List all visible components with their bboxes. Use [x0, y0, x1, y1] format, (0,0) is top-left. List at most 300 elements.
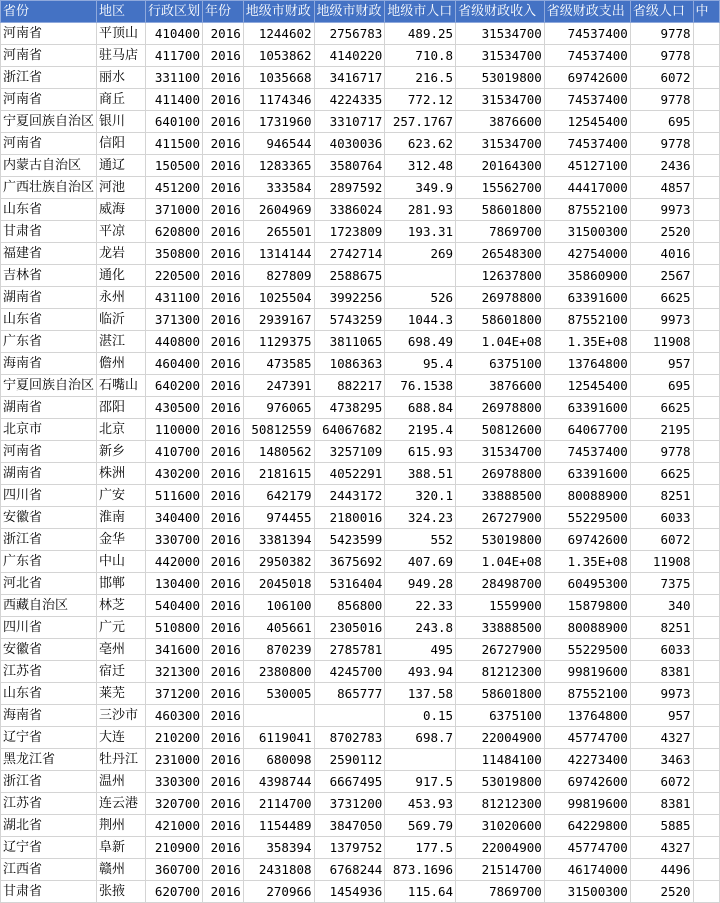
table-cell[interactable]: 5885 [630, 815, 693, 837]
table-cell[interactable]: 4398744 [243, 771, 314, 793]
table-cell[interactable]: 2016 [202, 45, 243, 67]
table-cell[interactable]: 58601800 [456, 199, 545, 221]
table-cell[interactable]: 大连 [97, 727, 146, 749]
table-cell[interactable]: 2016 [202, 353, 243, 375]
table-cell[interactable]: 74537400 [544, 441, 630, 463]
table-cell[interactable]: 3876600 [456, 375, 545, 397]
table-cell[interactable]: 信阳 [97, 133, 146, 155]
table-cell[interactable]: 8381 [630, 661, 693, 683]
table-cell[interactable]: 2016 [202, 727, 243, 749]
column-header[interactable]: 行政区划 [145, 1, 202, 23]
table-cell[interactable]: 460400 [145, 353, 202, 375]
table-cell[interactable]: 110000 [145, 419, 202, 441]
table-cell[interactable]: 31534700 [456, 45, 545, 67]
table-cell[interactable]: 广东省 [1, 551, 97, 573]
table-cell[interactable]: 26727900 [456, 507, 545, 529]
table-cell[interactable]: 赣州 [97, 859, 146, 881]
column-header[interactable]: 地区 [97, 1, 146, 23]
table-cell[interactable]: 2939167 [243, 309, 314, 331]
table-cell[interactable] [693, 859, 719, 881]
table-cell[interactable]: 北京 [97, 419, 146, 441]
table-cell[interactable]: 321300 [145, 661, 202, 683]
column-header[interactable]: 地级市财政 [243, 1, 314, 23]
table-cell[interactable]: 22004900 [456, 727, 545, 749]
table-cell[interactable]: 2016 [202, 221, 243, 243]
table-cell[interactable] [693, 111, 719, 133]
table-cell[interactable]: 通化 [97, 265, 146, 287]
table-cell[interactable]: 81212300 [456, 793, 545, 815]
table-cell[interactable]: 510800 [145, 617, 202, 639]
table-cell[interactable]: 63391600 [544, 397, 630, 419]
table-cell[interactable]: 株洲 [97, 463, 146, 485]
table-cell[interactable]: 4327 [630, 727, 693, 749]
table-cell[interactable] [693, 727, 719, 749]
table-cell[interactable]: 9778 [630, 133, 693, 155]
table-cell[interactable]: 2742714 [314, 243, 385, 265]
column-header[interactable]: 省级人口 [630, 1, 693, 23]
table-cell[interactable]: 山东省 [1, 199, 97, 221]
table-cell[interactable]: 5743259 [314, 309, 385, 331]
table-cell[interactable]: 4327 [630, 837, 693, 859]
column-header[interactable]: 省级财政支出 [544, 1, 630, 23]
table-cell[interactable] [693, 485, 719, 507]
table-cell[interactable]: 552 [385, 529, 456, 551]
table-cell[interactable] [693, 551, 719, 573]
table-cell[interactable]: 63391600 [544, 287, 630, 309]
table-cell[interactable]: 12545400 [544, 111, 630, 133]
table-cell[interactable]: 530005 [243, 683, 314, 705]
table-cell[interactable]: 53019800 [456, 771, 545, 793]
table-cell[interactable]: 广东省 [1, 331, 97, 353]
table-cell[interactable]: 26978800 [456, 287, 545, 309]
table-cell[interactable]: 6375100 [456, 705, 545, 727]
table-cell[interactable]: 4738295 [314, 397, 385, 419]
table-cell[interactable]: 13764800 [544, 705, 630, 727]
table-cell[interactable]: 946544 [243, 133, 314, 155]
table-cell[interactable]: 50812600 [456, 419, 545, 441]
table-cell[interactable]: 温州 [97, 771, 146, 793]
table-cell[interactable]: 湖南省 [1, 463, 97, 485]
table-cell[interactable]: 349.9 [385, 177, 456, 199]
table-cell[interactable]: 3992256 [314, 287, 385, 309]
table-cell[interactable] [693, 23, 719, 45]
table-cell[interactable]: 2016 [202, 507, 243, 529]
table-cell[interactable]: 31534700 [456, 89, 545, 111]
table-cell[interactable]: 2016 [202, 243, 243, 265]
table-cell[interactable]: 浙江省 [1, 771, 97, 793]
table-cell[interactable]: 69742600 [544, 771, 630, 793]
table-cell[interactable]: 临沂 [97, 309, 146, 331]
table-cell[interactable]: 辽宁省 [1, 837, 97, 859]
table-cell[interactable]: 87552100 [544, 683, 630, 705]
table-cell[interactable]: 4140220 [314, 45, 385, 67]
table-cell[interactable]: 2436 [630, 155, 693, 177]
table-cell[interactable]: 3416717 [314, 67, 385, 89]
table-cell[interactable]: 河池 [97, 177, 146, 199]
table-cell[interactable]: 772.12 [385, 89, 456, 111]
table-cell[interactable]: 330300 [145, 771, 202, 793]
column-header[interactable]: 省份 [1, 1, 97, 23]
table-cell[interactable]: 460300 [145, 705, 202, 727]
table-cell[interactable]: 2016 [202, 815, 243, 837]
table-cell[interactable]: 620800 [145, 221, 202, 243]
table-cell[interactable]: 489.25 [385, 23, 456, 45]
table-cell[interactable]: 3731200 [314, 793, 385, 815]
table-cell[interactable]: 2016 [202, 749, 243, 771]
table-cell[interactable]: 341600 [145, 639, 202, 661]
table-cell[interactable]: 55229500 [544, 639, 630, 661]
table-cell[interactable]: 130400 [145, 573, 202, 595]
table-cell[interactable]: 22004900 [456, 837, 545, 859]
table-cell[interactable]: 2181615 [243, 463, 314, 485]
table-cell[interactable]: 湛江 [97, 331, 146, 353]
table-cell[interactable] [693, 177, 719, 199]
table-cell[interactable]: 26548300 [456, 243, 545, 265]
table-cell[interactable]: 42754000 [544, 243, 630, 265]
table-cell[interactable] [693, 771, 719, 793]
table-cell[interactable]: 615.93 [385, 441, 456, 463]
table-cell[interactable]: 3386024 [314, 199, 385, 221]
table-cell[interactable]: 865777 [314, 683, 385, 705]
table-cell[interactable]: 河南省 [1, 89, 97, 111]
table-cell[interactable]: 45774700 [544, 837, 630, 859]
table-cell[interactable] [693, 661, 719, 683]
table-cell[interactable]: 15879800 [544, 595, 630, 617]
table-cell[interactable]: 430500 [145, 397, 202, 419]
table-cell[interactable]: 31534700 [456, 441, 545, 463]
table-cell[interactable]: 2016 [202, 837, 243, 859]
table-cell[interactable]: 331100 [145, 67, 202, 89]
table-cell[interactable] [693, 45, 719, 67]
table-cell[interactable]: 6667495 [314, 771, 385, 793]
table-cell[interactable]: 2195.4 [385, 419, 456, 441]
table-cell[interactable]: 312.48 [385, 155, 456, 177]
table-cell[interactable]: 湖南省 [1, 397, 97, 419]
table-cell[interactable] [693, 617, 719, 639]
table-cell[interactable]: 内蒙古自治区 [1, 155, 97, 177]
table-cell[interactable]: 邯郸 [97, 573, 146, 595]
table-cell[interactable]: 695 [630, 375, 693, 397]
table-cell[interactable]: 河南省 [1, 45, 97, 67]
table-cell[interactable]: 2380800 [243, 661, 314, 683]
table-cell[interactable]: 2180016 [314, 507, 385, 529]
table-cell[interactable]: 2016 [202, 771, 243, 793]
table-cell[interactable]: 320700 [145, 793, 202, 815]
table-cell[interactable]: 1044.3 [385, 309, 456, 331]
table-cell[interactable] [693, 815, 719, 837]
table-cell[interactable]: 31020600 [456, 815, 545, 837]
table-cell[interactable]: 海南省 [1, 705, 97, 727]
table-cell[interactable]: 410700 [145, 441, 202, 463]
table-cell[interactable]: 河南省 [1, 23, 97, 45]
table-cell[interactable]: 95.4 [385, 353, 456, 375]
table-cell[interactable]: 甘肃省 [1, 221, 97, 243]
table-cell[interactable]: 411700 [145, 45, 202, 67]
column-header[interactable]: 中 [693, 1, 719, 23]
table-cell[interactable]: 695 [630, 111, 693, 133]
table-cell[interactable] [693, 287, 719, 309]
table-cell[interactable]: 丽水 [97, 67, 146, 89]
table-cell[interactable]: 3811065 [314, 331, 385, 353]
table-cell[interactable]: 640100 [145, 111, 202, 133]
table-cell[interactable]: 526 [385, 287, 456, 309]
table-cell[interactable]: 江苏省 [1, 661, 97, 683]
table-cell[interactable]: 31534700 [456, 133, 545, 155]
table-cell[interactable]: 0.15 [385, 705, 456, 727]
table-cell[interactable]: 247391 [243, 375, 314, 397]
table-cell[interactable]: 64229800 [544, 815, 630, 837]
table-cell[interactable]: 1314144 [243, 243, 314, 265]
table-cell[interactable]: 177.5 [385, 837, 456, 859]
table-cell[interactable]: 281.93 [385, 199, 456, 221]
table-cell[interactable]: 浙江省 [1, 67, 97, 89]
table-cell[interactable]: 2950382 [243, 551, 314, 573]
table-cell[interactable]: 1.04E+08 [456, 331, 545, 353]
table-cell[interactable]: 46174000 [544, 859, 630, 881]
table-cell[interactable]: 45127100 [544, 155, 630, 177]
table-cell[interactable]: 12637800 [456, 265, 545, 287]
table-cell[interactable] [693, 133, 719, 155]
table-cell[interactable]: 28498700 [456, 573, 545, 595]
table-cell[interactable]: 431100 [145, 287, 202, 309]
table-cell[interactable]: 2016 [202, 551, 243, 573]
table-cell[interactable]: 99819600 [544, 793, 630, 815]
table-cell[interactable]: 山东省 [1, 309, 97, 331]
table-cell[interactable]: 440800 [145, 331, 202, 353]
table-cell[interactable]: 827809 [243, 265, 314, 287]
table-cell[interactable]: 22.33 [385, 595, 456, 617]
table-cell[interactable]: 137.58 [385, 683, 456, 705]
table-cell[interactable]: 257.1767 [385, 111, 456, 133]
table-cell[interactable]: 11908 [630, 331, 693, 353]
table-cell[interactable]: 210200 [145, 727, 202, 749]
table-cell[interactable]: 2195 [630, 419, 693, 441]
table-cell[interactable]: 31534700 [456, 23, 545, 45]
table-cell[interactable]: 阜新 [97, 837, 146, 859]
table-cell[interactable]: 115.64 [385, 881, 456, 903]
table-cell[interactable]: 2431808 [243, 859, 314, 881]
table-cell[interactable]: 2567 [630, 265, 693, 287]
table-cell[interactable]: 44417000 [544, 177, 630, 199]
table-cell[interactable]: 宁夏回族自治区 [1, 375, 97, 397]
table-cell[interactable]: 74537400 [544, 133, 630, 155]
table-cell[interactable]: 15562700 [456, 177, 545, 199]
table-cell[interactable]: 265501 [243, 221, 314, 243]
table-cell[interactable]: 2016 [202, 617, 243, 639]
table-cell[interactable]: 688.84 [385, 397, 456, 419]
table-cell[interactable]: 威海 [97, 199, 146, 221]
table-cell[interactable]: 330700 [145, 529, 202, 551]
table-cell[interactable]: 1174346 [243, 89, 314, 111]
table-cell[interactable] [385, 749, 456, 771]
table-cell[interactable]: 2785781 [314, 639, 385, 661]
table-cell[interactable]: 710.8 [385, 45, 456, 67]
table-cell[interactable]: 569.79 [385, 815, 456, 837]
table-cell[interactable]: 976065 [243, 397, 314, 419]
table-cell[interactable]: 99819600 [544, 661, 630, 683]
table-cell[interactable]: 4016 [630, 243, 693, 265]
table-cell[interactable]: 371200 [145, 683, 202, 705]
table-cell[interactable]: 2016 [202, 287, 243, 309]
table-cell[interactable] [693, 837, 719, 859]
table-cell[interactable]: 1283365 [243, 155, 314, 177]
table-cell[interactable]: 2016 [202, 573, 243, 595]
table-cell[interactable]: 917.5 [385, 771, 456, 793]
table-cell[interactable] [693, 265, 719, 287]
table-cell[interactable]: 2016 [202, 463, 243, 485]
table-cell[interactable]: 69742600 [544, 67, 630, 89]
table-cell[interactable]: 58601800 [456, 683, 545, 705]
table-cell[interactable]: 340 [630, 595, 693, 617]
table-cell[interactable]: 2016 [202, 331, 243, 353]
table-cell[interactable]: 2016 [202, 595, 243, 617]
table-cell[interactable]: 江西省 [1, 859, 97, 881]
table-cell[interactable]: 26978800 [456, 463, 545, 485]
table-cell[interactable]: 2897592 [314, 177, 385, 199]
table-cell[interactable]: 4496 [630, 859, 693, 881]
table-cell[interactable]: 870239 [243, 639, 314, 661]
table-cell[interactable]: 4224335 [314, 89, 385, 111]
table-cell[interactable]: 9778 [630, 441, 693, 463]
table-cell[interactable]: 3876600 [456, 111, 545, 133]
table-cell[interactable]: 2520 [630, 221, 693, 243]
table-cell[interactable]: 龙岩 [97, 243, 146, 265]
table-cell[interactable]: 1480562 [243, 441, 314, 463]
table-cell[interactable]: 957 [630, 705, 693, 727]
table-cell[interactable]: 511600 [145, 485, 202, 507]
table-cell[interactable]: 8251 [630, 617, 693, 639]
table-cell[interactable]: 2443172 [314, 485, 385, 507]
table-cell[interactable]: 1244602 [243, 23, 314, 45]
table-cell[interactable]: 324.23 [385, 507, 456, 529]
table-cell[interactable]: 2016 [202, 111, 243, 133]
table-cell[interactable]: 6072 [630, 771, 693, 793]
table-cell[interactable]: 642179 [243, 485, 314, 507]
table-cell[interactable]: 2016 [202, 155, 243, 177]
table-cell[interactable]: 6625 [630, 287, 693, 309]
table-cell[interactable]: 西藏自治区 [1, 595, 97, 617]
table-cell[interactable] [693, 573, 719, 595]
table-cell[interactable]: 1086363 [314, 353, 385, 375]
table-cell[interactable]: 20164300 [456, 155, 545, 177]
table-cell[interactable]: 甘肃省 [1, 881, 97, 903]
table-cell[interactable]: 106100 [243, 595, 314, 617]
table-cell[interactable]: 340400 [145, 507, 202, 529]
table-cell[interactable]: 856800 [314, 595, 385, 617]
table-cell[interactable]: 421000 [145, 815, 202, 837]
table-cell[interactable]: 2016 [202, 265, 243, 287]
table-cell[interactable]: 商丘 [97, 89, 146, 111]
table-cell[interactable]: 64067682 [314, 419, 385, 441]
table-cell[interactable]: 湖北省 [1, 815, 97, 837]
table-cell[interactable]: 2016 [202, 793, 243, 815]
table-cell[interactable]: 31500300 [544, 221, 630, 243]
table-cell[interactable]: 驻马店 [97, 45, 146, 67]
table-cell[interactable]: 33888500 [456, 485, 545, 507]
table-cell[interactable]: 620700 [145, 881, 202, 903]
table-cell[interactable]: 1025504 [243, 287, 314, 309]
table-cell[interactable]: 海南省 [1, 353, 97, 375]
table-cell[interactable]: 新乡 [97, 441, 146, 463]
table-cell[interactable] [693, 463, 719, 485]
table-cell[interactable]: 广元 [97, 617, 146, 639]
table-cell[interactable] [693, 397, 719, 419]
table-cell[interactable]: 81212300 [456, 661, 545, 683]
table-cell[interactable]: 74537400 [544, 23, 630, 45]
table-cell[interactable]: 350800 [145, 243, 202, 265]
table-cell[interactable]: 4857 [630, 177, 693, 199]
column-header[interactable]: 省级财政收入 [456, 1, 545, 23]
table-cell[interactable]: 通辽 [97, 155, 146, 177]
table-cell[interactable]: 2016 [202, 199, 243, 221]
table-cell[interactable]: 6768244 [314, 859, 385, 881]
table-cell[interactable]: 193.31 [385, 221, 456, 243]
table-cell[interactable]: 430200 [145, 463, 202, 485]
table-cell[interactable]: 2016 [202, 67, 243, 89]
table-cell[interactable] [693, 507, 719, 529]
table-cell[interactable]: 405661 [243, 617, 314, 639]
table-cell[interactable]: 7375 [630, 573, 693, 595]
table-cell[interactable]: 邵阳 [97, 397, 146, 419]
table-cell[interactable]: 6072 [630, 529, 693, 551]
table-cell[interactable] [693, 881, 719, 903]
table-cell[interactable]: 270966 [243, 881, 314, 903]
table-cell[interactable]: 53019800 [456, 529, 545, 551]
table-cell[interactable]: 220500 [145, 265, 202, 287]
table-cell[interactable]: 12545400 [544, 375, 630, 397]
table-cell[interactable]: 11484100 [456, 749, 545, 771]
column-header[interactable]: 年份 [202, 1, 243, 23]
table-cell[interactable]: 231000 [145, 749, 202, 771]
table-cell[interactable]: 882217 [314, 375, 385, 397]
table-cell[interactable] [693, 595, 719, 617]
table-cell[interactable]: 四川省 [1, 485, 97, 507]
table-cell[interactable]: 2016 [202, 419, 243, 441]
table-cell[interactable]: 莱芜 [97, 683, 146, 705]
table-cell[interactable]: 2016 [202, 881, 243, 903]
table-cell[interactable] [385, 265, 456, 287]
table-cell[interactable]: 87552100 [544, 199, 630, 221]
table-cell[interactable] [693, 419, 719, 441]
table-cell[interactable]: 2016 [202, 639, 243, 661]
table-cell[interactable]: 石嘴山 [97, 375, 146, 397]
table-cell[interactable]: 60495300 [544, 573, 630, 595]
table-cell[interactable]: 50812559 [243, 419, 314, 441]
table-cell[interactable]: 2016 [202, 683, 243, 705]
table-cell[interactable]: 360700 [145, 859, 202, 881]
table-cell[interactable] [693, 221, 719, 243]
table-cell[interactable]: 7869700 [456, 221, 545, 243]
table-cell[interactable]: 林芝 [97, 595, 146, 617]
table-cell[interactable]: 2016 [202, 705, 243, 727]
table-cell[interactable]: 411400 [145, 89, 202, 111]
table-cell[interactable]: 21514700 [456, 859, 545, 881]
table-cell[interactable]: 680098 [243, 749, 314, 771]
table-cell[interactable]: 371000 [145, 199, 202, 221]
table-cell[interactable]: 三沙市 [97, 705, 146, 727]
table-cell[interactable]: 2520 [630, 881, 693, 903]
table-cell[interactable]: 张掖 [97, 881, 146, 903]
table-cell[interactable]: 1.35E+08 [544, 551, 630, 573]
table-cell[interactable]: 河南省 [1, 441, 97, 463]
table-cell[interactable]: 42273400 [544, 749, 630, 771]
table-cell[interactable]: 3847050 [314, 815, 385, 837]
table-cell[interactable]: 4245700 [314, 661, 385, 683]
column-header[interactable]: 地级市人口 [385, 1, 456, 23]
table-cell[interactable]: 1.35E+08 [544, 331, 630, 353]
table-cell[interactable]: 388.51 [385, 463, 456, 485]
table-cell[interactable]: 2016 [202, 441, 243, 463]
